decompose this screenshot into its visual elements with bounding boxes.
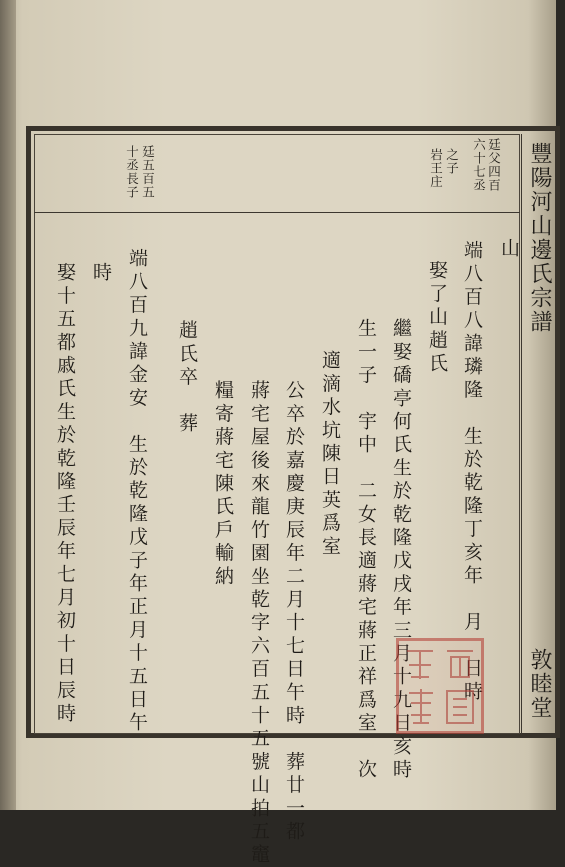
entry-column-13: 娶十五都戚氏生於乾隆壬辰年七月初十日辰時 [54, 262, 76, 726]
entry-column-9: 糧寄蔣宅陳氏戶輸納 [212, 380, 234, 589]
note-col1-line2: 六十七丞 [471, 138, 487, 192]
entry-column-10: 趙氏卒 葬 [176, 320, 198, 436]
entry-column-6: 適滴水坑陳日英爲室 [319, 350, 341, 559]
entry-column-7: 公卒於嘉慶庚辰年二月十七日午時 葬廿一都 [283, 380, 305, 844]
hall-name: 敦睦堂 [527, 648, 552, 720]
note-col1-line1: 廷父四百 [486, 138, 502, 192]
entry-column-5: 生一子 宇中 二女長適蔣宅蔣正祥爲室 次 [355, 318, 377, 782]
note-col3-line1: 廷五百五 [140, 145, 156, 199]
note-col2-line2: 岩王庄 [428, 148, 444, 189]
header-column [522, 128, 558, 738]
entry-column-12: 時 [90, 262, 112, 286]
book-title: 豐陽河山邊氏宗譜 [527, 142, 552, 334]
entry-column-8: 蔣宅屋後來龍竹園坐乾字六百五十五號山拍五竈 [248, 380, 270, 867]
book-spine [0, 0, 16, 810]
notes-divider-line [34, 212, 520, 213]
entry-column-2: 端八百八諱璘隆 生於乾隆丁亥年 月 日時 [461, 240, 483, 704]
entry-column-1: 山 [498, 238, 520, 262]
collector-seal [396, 638, 484, 734]
entry-column-3: 娶了山趙氏 [426, 260, 448, 376]
note-col2-line1: 之子 [444, 148, 460, 175]
note-col3-line2: 十丞長子 [124, 145, 140, 199]
entry-column-11: 端八百九諱金安 生於乾隆戊子年正月十五日午 [126, 248, 148, 736]
entry-column-4: 繼娶礄亭何氏生於乾隆戊戌年三月十九日亥時 [390, 318, 412, 782]
